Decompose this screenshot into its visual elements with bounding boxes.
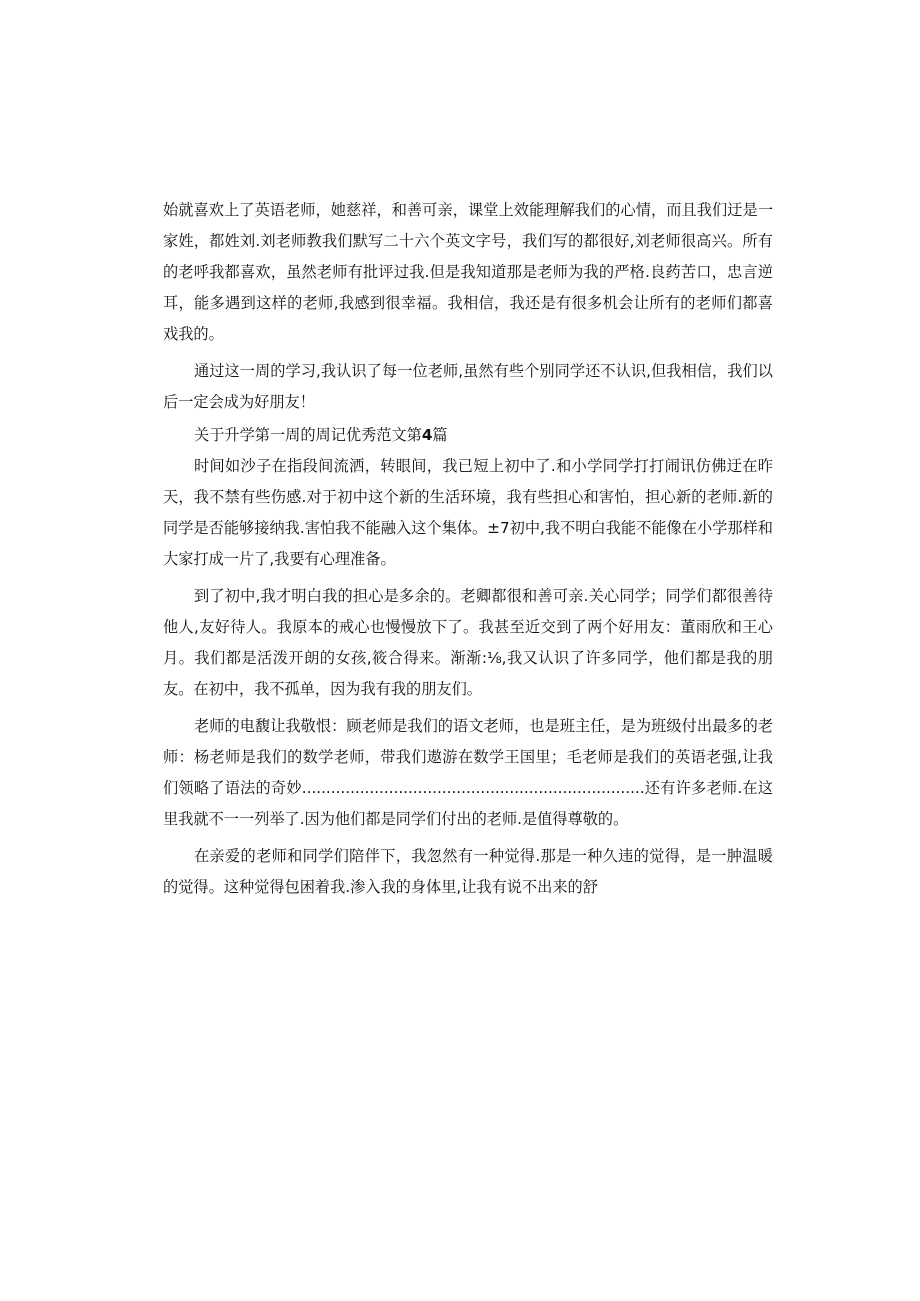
- section-heading: [163, 420, 773, 451]
- document-page: [163, 195, 773, 903]
- paragraph-5: 老师的电馥让我敬恨：顾老师是我们的语文老师，也是班主任，是为班级付出最多的老师：杨老师是我们的数学老师，带我们遨游在数学王国里；毛老师是我们的英语老强,让我们领略了语法的奇妙.......................................................................还有许多老师.在这里我就不一一列举了.因为他们都是同学们付出的老师.是值得尊敬的。: [163, 717, 773, 828]
- paragraph-3: 时间如沙子在指段间流洒，转眼间，我已短上初中了.和小学同学打打闹讯仿佛迂在昨天，我不禁有些伤感.对于初中这个新的生活环境，我有些担心和害怕，担心新的老师.新的同学是否能够接纳我.害怕我不能融入这个集体。±7初中,我不明白我能不能像在小学那样和大家打成一片了,我要有心理准备。: [163, 457, 773, 568]
- paragraph-4: 到了初中,我才明白我的担心是多余的。老卿都很和善可亲.关心同学；同学们都很善待他人,友好待人。我原本的戒心也慢慢放下了。我甚至近交到了两个好用友：董雨欣和王心月。我们都是活泼开朗的女孩,筱合得来。渐渐:⅛,我又认识了许多同学，他们都是我的朋友。在初中，我不孤单，因为我有我的朋友们。: [163, 587, 773, 698]
- paragraph-1: 始就喜欢上了英语老师，她慈祥，和善可亲，课堂上效能理解我们的心情，而且我们迂是一家姓，都姓刘.刘老师教我们默写二十六个英文字号，我们写的都很好,刘老师很高兴。所有的老呼我都喜欢，虽然老师有批评过我.但是我知道那是老师为我的严格.良药苦口，忠言逆耳，能多遇到这样的老师,我感到很幸福。我相信，我还是有很多机会让所有的老师们都喜戏我的。: [163, 201, 773, 343]
- paragraph-6: 在亲爱的老师和同学们陪伴下，我忽然有一种觉得.那是一种久违的觉得，是一肿温暖的觉得。这种觉得包困着我.渗入我的身体里,让我有说不出来的舒: [163, 847, 773, 896]
- section-heading-number: 4: [421, 426, 433, 444]
- paragraph-2: 通过这一周的学习,我认识了每一位老师,虽然有些个别同学还不认识,但我相信，我们以后一定会成为好朋友！: [163, 362, 773, 411]
- section-heading-suffix: 篇: [432, 426, 448, 444]
- section-heading-text: 关于升学第一周的周记优秀范文第: [194, 426, 422, 444]
